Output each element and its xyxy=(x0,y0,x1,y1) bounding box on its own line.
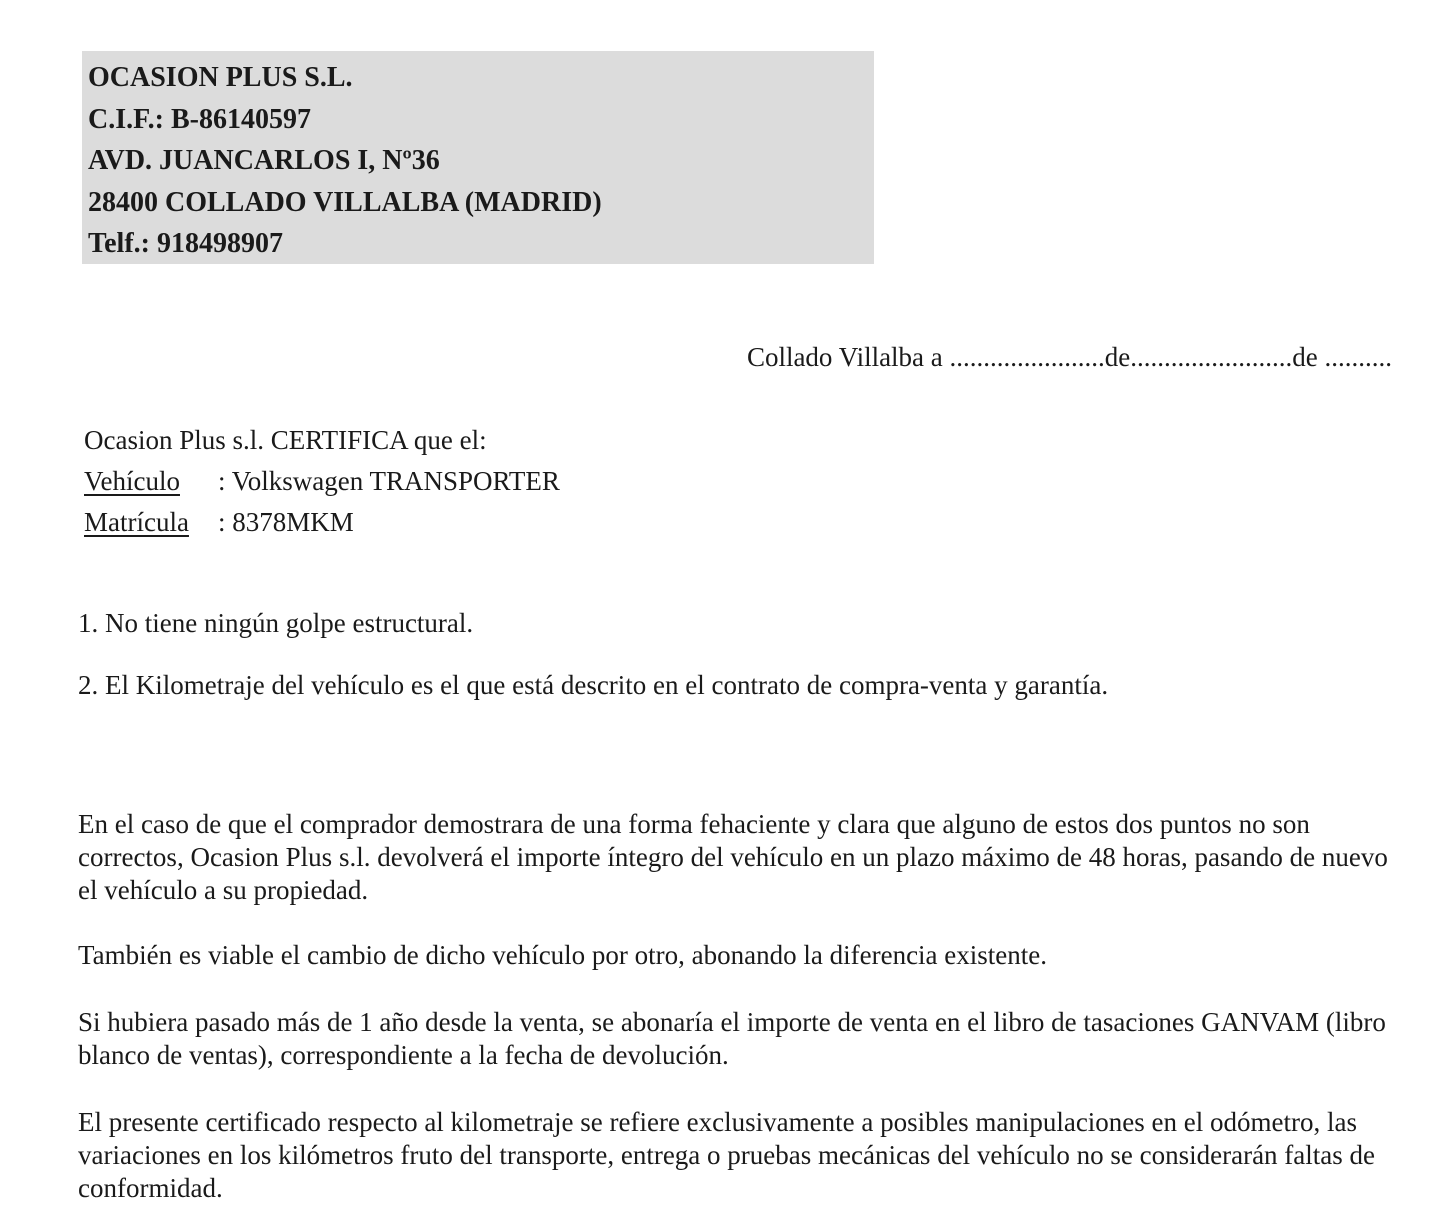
paragraph-exchange: También es viable el cambio de dicho vehículo por otro, abonando la diferencia existente. xyxy=(78,940,1048,970)
company-name: OCASION PLUS S.L. xyxy=(88,62,353,93)
conditions-section xyxy=(78,808,1398,1205)
vehicle-row xyxy=(84,461,560,502)
certified-points xyxy=(78,608,1108,701)
plate-value: : 8378MKM xyxy=(218,507,354,537)
certificate-block xyxy=(84,420,560,543)
plate-label: Matrícula xyxy=(84,507,189,537)
company-address: AVD. JUANCARLOS I, Nº36 xyxy=(88,145,440,176)
company-header-box xyxy=(82,51,874,264)
company-phone: Telf.: 918498907 xyxy=(88,228,283,259)
paragraph-ganvam: Si hubiera pasado más de 1 año desde la venta, se abonaría el importe de venta en el libro de tasaciones GANVAM (libro blanco de ventas), correspondiente a la fecha de devolución. xyxy=(78,1007,1386,1070)
paragraph-refund: En el caso de que el comprador demostrara de una forma fehaciente y clara que alguno de estos dos puntos no son correctos, Ocasion Plus s.l. devolverá el importe íntegro del vehículo en un plazo máximo de 48 horas, pasando de nuevo el vehículo a su propiedad. xyxy=(78,809,1388,905)
paragraph-odometer: El presente certificado respecto al kilometraje se refiere exclusivamente a posibles manipulaciones en el odómetro, las variaciones en los kilómetros fruto del transporte, entrega o pruebas mecánicas del vehículo no se considerarán faltas de conformidad. xyxy=(78,1107,1376,1203)
plate-row xyxy=(84,502,560,543)
point-item: 2. El Kilometraje del vehículo es el que está descrito en el contrato de compra-venta y garantía. xyxy=(78,670,1109,700)
vehicle-label: Vehículo xyxy=(84,466,180,496)
date-line: Collado Villalba a .......................de........................de .......... xyxy=(746,342,1392,372)
company-city: 28400 COLLADO VILLALBA (MADRID) xyxy=(88,186,602,218)
point-item: 1. No tiene ningún golpe estructural. xyxy=(78,608,474,638)
certificate-intro: Ocasion Plus s.l. CERTIFICA que el: xyxy=(84,425,487,455)
vehicle-value: : Volkswagen TRANSPORTER xyxy=(218,466,560,496)
company-cif: C.I.F.: B-86140597 xyxy=(88,103,311,135)
